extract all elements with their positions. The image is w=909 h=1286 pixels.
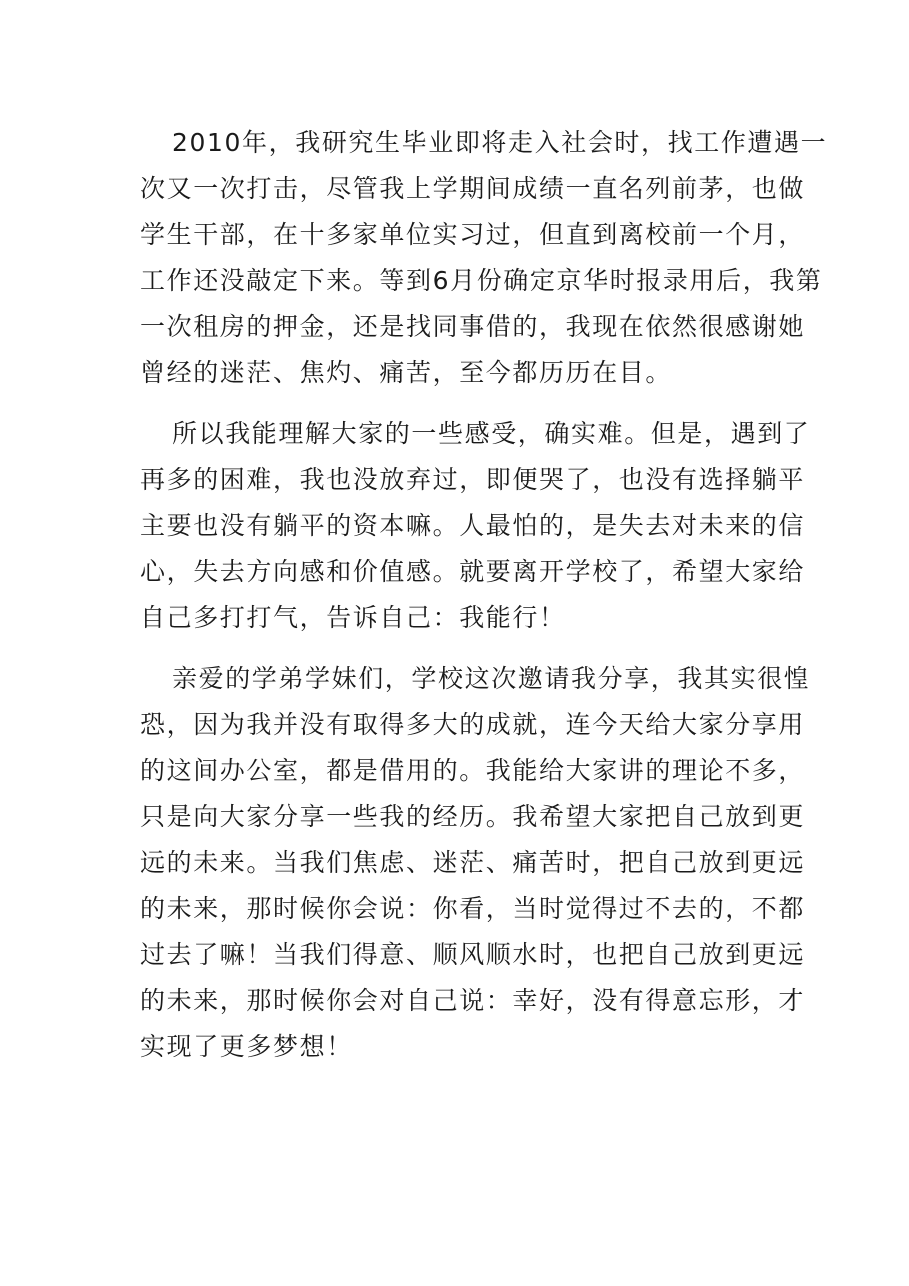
text-line: 次又一次打击，尽管我上学期间成绩一直名列前茅，也做 bbox=[140, 174, 806, 203]
text-line: 恐，因为我并没有取得多大的成就，连今天给大家分享用 bbox=[140, 710, 806, 739]
text-line: 学生干部，在十多家单位实习过，但直到离校前一个月， bbox=[140, 220, 806, 249]
text-line: 亲爱的学弟学妹们，学校这次邀请我分享，我其实很惶 bbox=[172, 664, 811, 693]
text-line: 一次租房的押金，还是找同事借的，我现在依然很感谢她 bbox=[140, 312, 806, 341]
text-line: 的未来，那时候你会说：你看，当时觉得过不去的，不都 bbox=[140, 894, 806, 923]
text-line: 2010年，我研究生毕业即将走入社会时，找工作遭遇一 bbox=[172, 128, 828, 157]
text-line: 过去了嘛！当我们得意、顺风顺水时，也把自己放到更远 bbox=[140, 940, 806, 969]
text-line: 心，失去方向感和价值感。就要离开学校了，希望大家给 bbox=[140, 557, 806, 586]
text-line: 所以我能理解大家的一些感受，确实难。但是，遇到了 bbox=[172, 419, 811, 448]
text-line: 实现了更多梦想！ bbox=[140, 1032, 353, 1061]
document-body bbox=[140, 120, 828, 1085]
text-line: 的未来，那时候你会对自己说：幸好，没有得意忘形，才 bbox=[140, 986, 806, 1015]
paragraph-2 bbox=[140, 411, 811, 641]
paragraph-3 bbox=[140, 656, 811, 1070]
text-line: 再多的困难，我也没放弃过，即便哭了，也没有选择躺平 bbox=[140, 465, 806, 494]
text-line: 自己多打打气，告诉自己：我能行！ bbox=[140, 603, 566, 632]
text-line: 的这间办公室，都是借用的。我能给大家讲的理论不多， bbox=[140, 756, 806, 785]
text-line: 主要也没有躺平的资本嘛。人最怕的，是失去对未来的信 bbox=[140, 511, 806, 540]
text-line: 工作还没敲定下来。等到6月份确定京华时报录用后，我第 bbox=[140, 266, 823, 295]
paragraph-1 bbox=[140, 120, 828, 396]
text-line: 曾经的迷茫、焦灼、痛苦，至今都历历在目。 bbox=[140, 358, 673, 387]
text-line: 只是向大家分享一些我的经历。我希望大家把自己放到更 bbox=[140, 802, 806, 831]
text-line: 远的未来。当我们焦虑、迷茫、痛苦时，把自己放到更远 bbox=[140, 848, 806, 877]
